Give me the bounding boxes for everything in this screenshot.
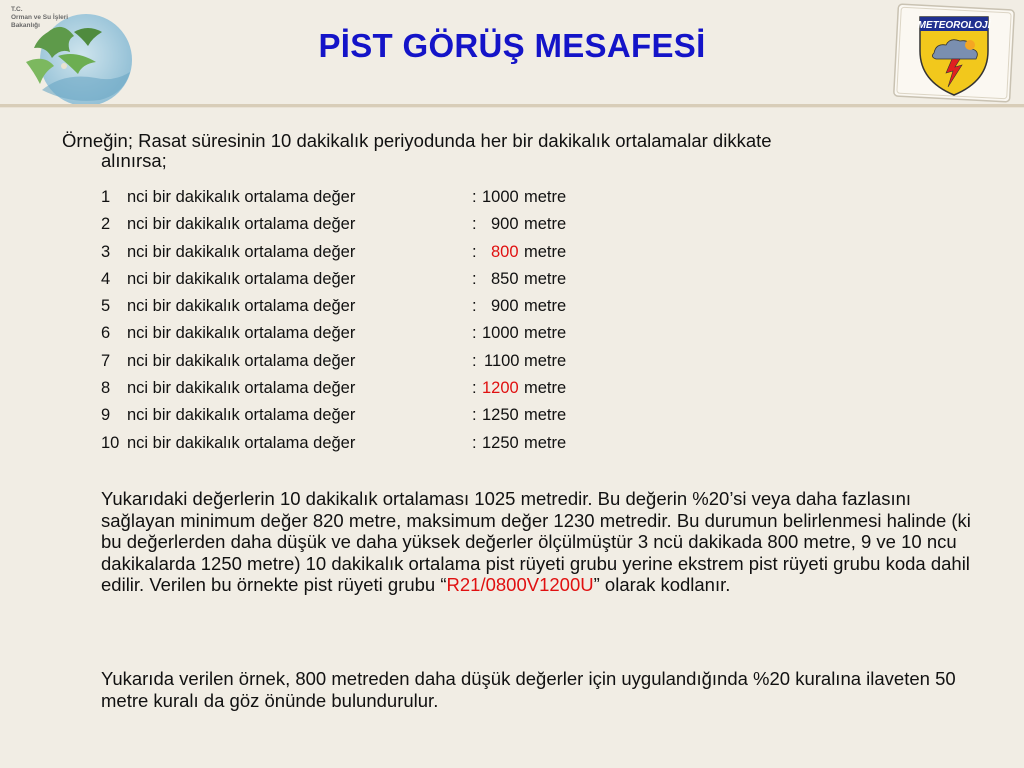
item-unit: metre <box>524 379 567 398</box>
meteoroloji-shield-icon <box>890 3 1018 103</box>
item-label: nci bir dakikalık ortalama değer <box>127 433 356 452</box>
item-value: 1000 <box>482 188 519 206</box>
item-separator: : <box>472 297 477 316</box>
item-label: nci bir dakikalık ortalama değer <box>127 297 356 316</box>
intro-text <box>62 131 972 171</box>
item-label: nci bir dakikalık ortalama değer <box>127 188 356 206</box>
item-value: 1250 <box>482 433 519 452</box>
item-value: 900 <box>491 297 519 316</box>
ministry-line: T.C. <box>11 6 23 13</box>
item-separator: : <box>472 406 477 425</box>
rule-paragraph: Yukarıda verilen örnek, 800 metreden daha düşük değerler için uygulandığında %20 kuralına ilaveten 50 metre kuralı da göz önünde bulundurulur. <box>101 668 956 711</box>
item-unit: metre <box>524 188 567 206</box>
item-unit: metre <box>524 297 567 316</box>
item-number: 10 <box>101 433 120 452</box>
item-value: 900 <box>491 215 519 234</box>
ministry-line: Orman ve Su İşleri <box>11 14 69 21</box>
item-number: 7 <box>101 351 111 370</box>
item-number: 2 <box>101 215 111 234</box>
header-divider-shadow <box>0 107 1024 108</box>
item-label: nci bir dakikalık ortalama değer <box>127 406 356 425</box>
item-number: 6 <box>101 324 111 343</box>
item-separator: : <box>472 215 477 234</box>
item-unit: metre <box>524 433 567 452</box>
item-label: nci bir dakikalık ortalama değer <box>127 215 356 234</box>
intro-line: Örneğin; Rasat süresinin 10 dakikalık periyodunda her bir dakikalık ortalamalar dikkate <box>62 130 772 151</box>
item-value: 1200 <box>482 379 519 398</box>
paragraph-text: ” olarak kodlanır. <box>593 574 731 595</box>
item-unit: metre <box>524 324 567 343</box>
page-title: PİST GÖRÜŞ MESAFESİ <box>318 27 706 64</box>
item-label: nci bir dakikalık ortalama değer <box>127 269 356 288</box>
item-unit: metre <box>524 215 567 234</box>
header <box>0 0 1024 104</box>
item-separator: : <box>472 351 477 370</box>
item-separator: : <box>472 188 477 206</box>
item-separator: : <box>472 379 477 398</box>
item-number: 1 <box>101 188 111 206</box>
item-unit: metre <box>524 406 567 425</box>
item-unit: metre <box>524 351 567 370</box>
ministry-line: Bakanlığı <box>11 22 40 29</box>
item-separator: : <box>472 242 477 261</box>
item-label: nci bir dakikalık ortalama değer <box>127 351 356 370</box>
item-separator: : <box>472 324 477 343</box>
meteoroloji-badge <box>890 3 1018 103</box>
item-number: 5 <box>101 297 111 316</box>
item-number: 8 <box>101 379 111 398</box>
item-number: 3 <box>101 242 111 261</box>
item-label: nci bir dakikalık ortalama değer <box>127 324 356 343</box>
item-value: 1100 <box>484 351 520 370</box>
paragraph-text: Yukarıdaki değerlerin 10 dakikalık ortalaması 1025 metredir. Bu değerin %20’si veya daha fazlasını sağlayan minimum değer 820 metre, maksimum değer 1230 metredir. Bu durumun belirlenmesi halinde (ki bu değerlerden daha düşük ve daha yüksek değerler ölçülmüştür 3 ncü dakikada 800 metre, 9 ve 10 ncu dakikalarda 1250 metre) 10 dakikalık ortalama pist rüyeti grubu yerine ekstrem pist rüyeti grubu koda dahil edilir. Verilen bu örnekte pist rüyeti grubu “ <box>101 488 971 595</box>
item-separator: : <box>472 433 477 452</box>
intro-line: alınırsa; <box>101 150 167 171</box>
item-value: 800 <box>491 242 519 261</box>
rvr-code: R21/0800V1200U <box>446 574 594 595</box>
item-separator: : <box>472 269 477 288</box>
item-value: 1250 <box>482 406 519 425</box>
item-label: nci bir dakikalık ortalama değer <box>127 242 356 261</box>
badge-text: METEOROLOJİ <box>917 20 991 31</box>
item-value: 1000 <box>482 324 519 343</box>
item-number: 4 <box>101 269 111 288</box>
item-value: 850 <box>491 269 519 288</box>
item-number: 9 <box>101 406 111 425</box>
item-unit: metre <box>524 269 567 288</box>
item-label: nci bir dakikalık ortalama değer <box>127 379 356 398</box>
explanation-paragraph <box>101 488 981 596</box>
item-unit: metre <box>524 242 567 261</box>
